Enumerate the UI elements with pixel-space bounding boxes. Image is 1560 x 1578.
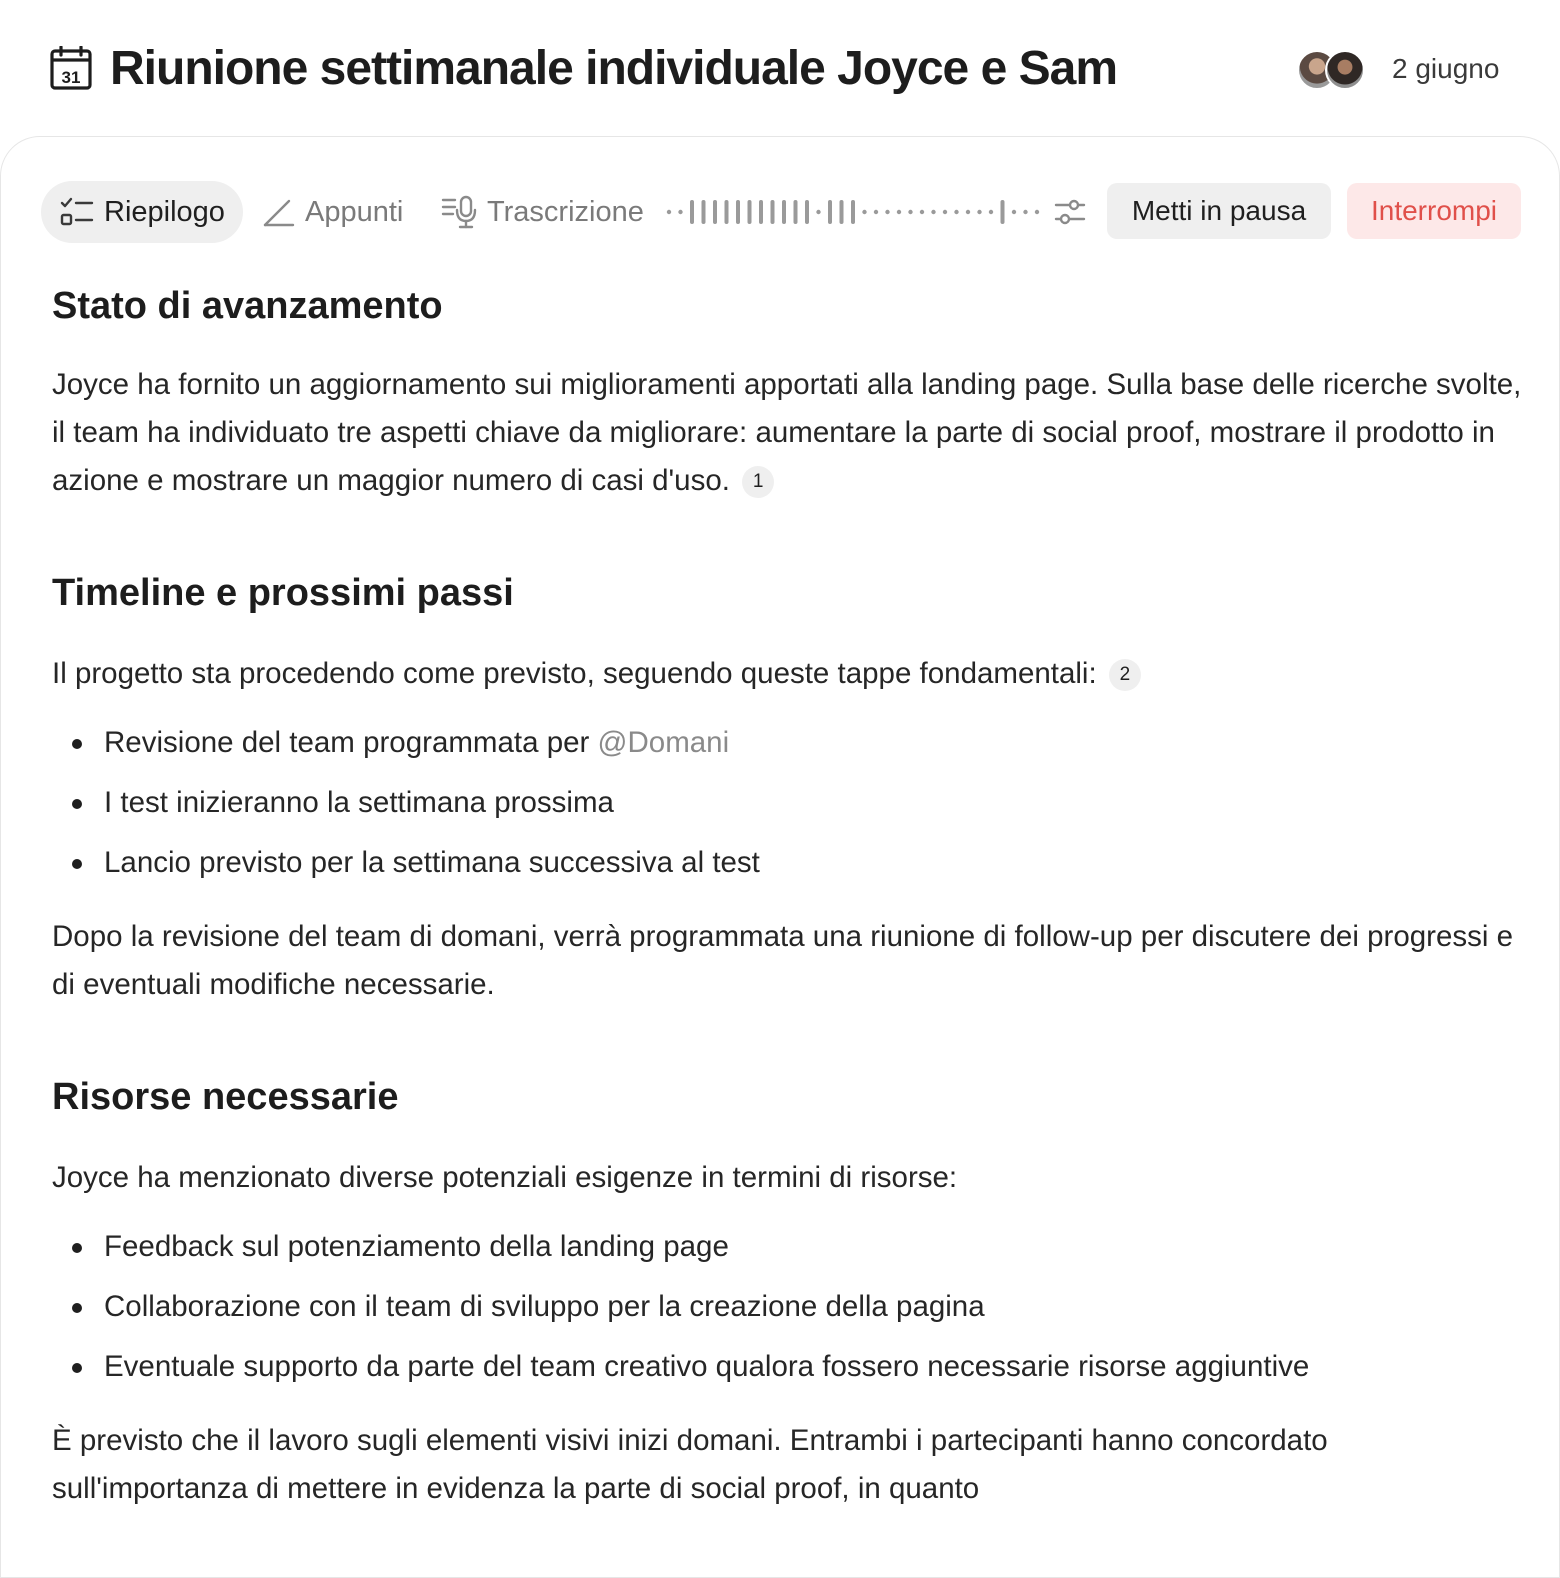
waveform-dot [897, 210, 901, 214]
section-heading: Timeline e prossimi passi [52, 572, 514, 614]
milestones-list [52, 713, 1527, 893]
tab-transcript[interactable] [441, 181, 644, 243]
waveform-bar [759, 200, 763, 224]
list-item: Collaborazione con il team di sviluppo per la creazione della pagina [52, 1277, 1527, 1337]
list-item: Lancio previsto per la settimana successiva al test [52, 833, 1527, 893]
waveform-dot [874, 210, 878, 214]
tab-label: Trascrizione [487, 195, 644, 228]
waveform-dot [931, 210, 935, 214]
waveform-dot [954, 210, 958, 214]
section-paragraph: Joyce ha fornito un aggiornamento sui miglioramenti apportati alla landing page. Sulla base delle ricerche svolte, il team ha individuato tre aspetti chiave da migliorare: aumentare la parte di social proof, mostrare il prodotto in azione e mostrare un maggior numero di casi d'uso. 1 [52, 368, 1522, 497]
waveform-bar [725, 200, 729, 224]
waveform-bar [805, 200, 809, 224]
waveform-dot [885, 210, 889, 214]
page-title: Riunione settimanale individuale Joyce e Sam [110, 42, 1118, 95]
waveform-dot [908, 210, 912, 214]
waveform-dot [1023, 210, 1027, 214]
pause-button[interactable]: Metti in pausa [1107, 183, 1331, 239]
section-heading: Risorse necessarie [52, 1076, 399, 1118]
waveform-dot [678, 210, 682, 214]
waveform-dot [816, 210, 820, 214]
waveform-bar [702, 200, 706, 224]
list-item: I test inizieranno la settimana prossima [52, 773, 1527, 833]
tab-label: Riepilogo [104, 195, 225, 228]
waveform-dot [989, 210, 993, 214]
sliders-settings-icon[interactable] [1054, 196, 1086, 228]
citation-badge[interactable]: 2 [1109, 659, 1141, 691]
calendar-icon [50, 46, 92, 90]
citation-badge[interactable]: 1 [742, 466, 774, 498]
waveform-bar [840, 200, 844, 224]
waveform-dot [862, 210, 866, 214]
pencil-icon [263, 197, 295, 227]
participants-avatars[interactable] [1297, 50, 1367, 88]
waveform-bar [771, 200, 775, 224]
svg-text:31: 31 [61, 68, 81, 87]
waveform-dot [977, 210, 981, 214]
waveform-bar [713, 200, 717, 224]
waveform-dot [1012, 210, 1016, 214]
waveform-bar [851, 200, 855, 224]
waveform-dot [966, 210, 970, 214]
meeting-date: 2 giugno [1392, 53, 1500, 84]
summary-content [52, 282, 1527, 1513]
page-header [0, 0, 1560, 138]
list-item: Feedback sul potenziamento della landing page [52, 1217, 1527, 1277]
waveform-dot [667, 210, 671, 214]
waveform-bar [828, 200, 832, 224]
waveform-bar [690, 200, 694, 224]
checklist-icon [60, 197, 94, 227]
list-item: Eventuale supporto da parte del team creativo qualora fossero necessarie risorse aggiuntive [52, 1337, 1527, 1397]
waveform-dot [1035, 210, 1039, 214]
waveform-bar [782, 200, 786, 224]
waveform-bar [736, 200, 740, 224]
resources-list [52, 1217, 1527, 1397]
tab-notes[interactable] [263, 181, 403, 243]
section-heading: Stato di avanzamento [52, 285, 443, 327]
meeting-notes-card [0, 136, 1560, 1578]
audio-waveform-icon [665, 195, 1045, 229]
microphone-icon [441, 195, 479, 229]
waveform-dot [943, 210, 947, 214]
avatar[interactable] [1325, 50, 1365, 90]
list-item: Revisione del team programmata per @Domani [52, 713, 1527, 773]
waveform-bar [748, 200, 752, 224]
tab-label: Appunti [305, 195, 404, 228]
tab-summary[interactable] [41, 181, 243, 243]
waveform-dot [920, 210, 924, 214]
waveform-bar [1001, 200, 1005, 224]
section-paragraph: Il progetto sta procedendo come previsto, seguendo queste tappe fondamentali: 2 [52, 650, 1527, 698]
section-paragraph: È previsto che il lavoro sugli elementi visivi inizi domani. Entrambi i partecipanti hanno concordato sull'importanza di mettere in evidenza la parte di social proof, in quanto [52, 1424, 1328, 1505]
section-paragraph: Joyce ha menzionato diverse potenziali esigenze in termini di risorse: [52, 1161, 958, 1194]
section-paragraph: Dopo la revisione del team di domani, verrà programmata una riunione di follow-up per discutere dei progressi e di eventuali modifiche necessarie. [52, 920, 1514, 1001]
stop-button[interactable]: Interrompi [1347, 183, 1521, 239]
waveform-bar [794, 200, 798, 224]
date-mention[interactable]: @Domani [597, 726, 730, 759]
